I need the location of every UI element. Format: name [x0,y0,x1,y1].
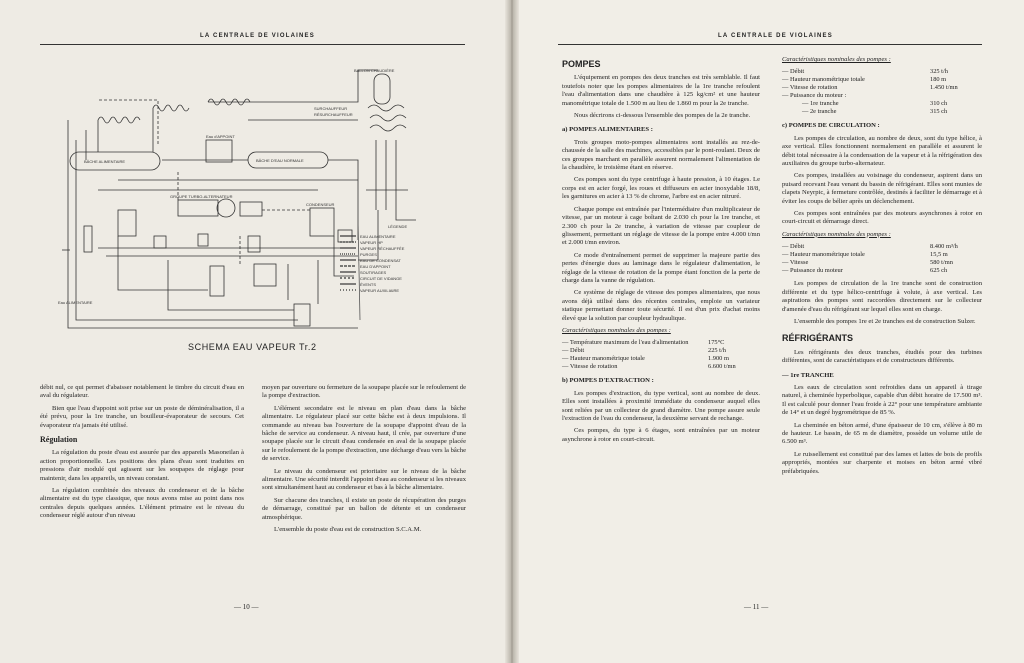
paragraph: Chaque pompe est entraînée par l'intermédiaire d'un multiplicateur de vitesse, par un moteur à cage boîtant de 2.030 ch pour la 1re tranche, et 2.300 ch pour la 2e tranche, à variation de vitesse par coupleur de glissement, permettant un réglage de vitesse de la pompe entre 4.000 t/mn et 2.000 t/mn environ. [562,205,760,247]
right-column-2 [782,56,982,480]
legend-item: VAPEUR RÉCHAUFFÉE [360,246,405,251]
legend-item: VAPEUR AUXILIAIRE [360,288,400,293]
spec-table-feed [562,339,760,371]
paragraph: moyen par ouverture ou fermeture de la soupape placée sur le refoulement de la pompe d'extraction. [262,384,466,400]
label-service-tank: BÂCHE D'EAU NORMALE [256,158,304,163]
section-title-cooling-towers: RÉFRIGÉRANTS [782,333,854,344]
paragraph: Nous décrirons ci-dessous l'ensemble des pompes de la 2e tranche. [574,112,751,120]
right-column-1 [562,58,760,448]
left-column-2 [262,384,466,539]
spec-caption: Caractéristiques nominales des pompes : [782,56,891,63]
paragraph: Ce système de réglage de vitesse des pompes alimentaires, que nous avons déjà utilisé dans des récentes centrales, emploie un variateur statique permettant donner toute sécurité. Il est d'un prix d'achat moins élevé que la solution par coupleur hydraulique. [562,289,760,322]
paragraph: débit nul, ce qui permet d'abaisser notablement le timbre du circuit d'eau en aval du régulateur. [40,384,244,400]
left-page [0,0,510,663]
label-feedwater-tank: BÂCHE ALIMENTAIRE [84,159,126,164]
spec-row: — Débit 8.400 m³/h [782,243,958,251]
paragraph: La cheminée en béton armé, d'une épaisseur de 10 cm, s'élève à 80 m de hauteur. Le bassin, de 65 m de diamètre, possède un volume utile de 6.500 m³. [782,421,982,446]
running-head-right: LA CENTRALE DE VIOLAINES [718,33,833,39]
label-condenser: CONDENSEUR [306,202,335,207]
label-superheater: SURCHAUFFEUR [314,106,348,111]
spec-row: — Puissance du moteur : [782,92,847,100]
spec-row: — Puissance du moteur 625 ch [782,267,948,275]
steam-water-schematic [58,60,456,340]
paragraph: Ces pompes, du type à 6 étages, sont entraînées par un moteur asynchrone à rotor en court-circuit. [562,427,760,443]
diagram-title: SCHEMA EAU VAPEUR Tr.2 [188,342,317,352]
paragraph: Les réfrigérants des deux tranches, étudiés pour des turbines différentes, sont de caractéristiques et de constructeurs différents. [782,348,982,365]
paragraph: Le ruissellement est constitué par des lames et lattes de bois de profils appropriés, montées sur charpente et moises en béton armé vibré préfabriquées. [782,450,982,475]
legend-item: CIRCUIT DE VIDANGE [360,276,402,281]
legend-item: ÉVENTS [360,282,377,287]
paragraph: La régulation du poste d'eau est assurée par des appareils Masoneilan à action proportionnelle. Les positions des plans d'eau sont traduites en pressions d'air modulé qui agissent sur les soupapes de réglage pour maintenir, dans les appareils, un niveau constant. [40,449,244,482]
make-up-unit [206,140,232,162]
label-turbine-group: GROUPE TURBO-ALTERNATEUR [170,194,233,199]
paragraph: Bien que l'eau d'appoint soit prise sur un poste de déminéralisation, il a été prévu, pour la 1re tranche, un bouilleur-évaporateur de secours. Cet évaporateur n'a jamais été utilisé. [40,404,244,429]
spec-row: — Température maximum de l'eau d'alimentation 175°C [562,339,725,347]
paragraph: L'ensemble du poste d'eau est de construction S.C.A.M. [274,526,422,534]
turbine [217,199,235,217]
paragraph: L'élément secondaire est le niveau en plan d'eau dans la bâche alimentaire. Le régulateur placé sur cette bâche est à deux impulsions. Il commande au niveau bas l'ouverture de la soupape d'appoint d'eau de la bâche de service au condenseur. A niveau haut, il crée, par ouverture d'une soupape placée sur le circuit d'eau condensée en aval de la soupape placée sur le refoulement de la pompe d'extraction, une décharge d'eau vers la bâche de service. [262,404,466,463]
paragraph: L'ensemble des pompes 1re et 2e tranches est de construction Sulzer. [794,317,976,325]
paragraph: Les eaux de circulation sont refroidies dans un appareil à tirage naturel, à cheminée hyperbolique, capable d'un débit horaire de 17.500 m³. Il est calculé pour donner l'eau froide à 22° pour une température ambiante de 14° et un degré hygrométrique de 85 %. [782,383,982,417]
paragraph: La régulation combinée des niveaux du condenseur et de la bâche alimentaire est du type classique, que nous avons mise au point dans nos centrales depuis quelques années. L'élément primaire est le niveau du condenseur réglé autour d'un niveau [40,487,244,520]
spec-row: — 2e tranche 315 ch [802,108,948,116]
spec-row: — Débit 225 t/h [562,347,726,355]
paragraph: Ces pompes sont du type centrifuge à haute pression, à 10 étages. Le corps est en acier forgé, les roues et diffuseurs en acier inoxydable 18/8, les garnitures en acier à 13 % de chrome, l'arbre est en acier nitruré. [562,176,760,201]
spec-row: — 1re tranche 310 ch [802,100,948,108]
spec-row: — Vitesse de rotation 1.450 t/mn [782,84,958,92]
paragraph: Les pompes de circulation, au nombre de deux, sont du type hélice, à axe vertical. Elles fonctionnent normalement en parallèle et assurent le débit total nécessaire à la condensation de la vapeur et à la réfrigération des auxiliaires du groupe turbo-alternateur. [782,134,982,168]
paragraph: Les pompes d'extraction, du type vertical, sont au nombre de deux. Elles sont installées à proximité immédiate du condenseur auquel elles sont reliées par un collecteur de grand diamètre. Une pompe assure seule l'extraction de l'eau du condenseur, la deuxième servant de rechange. [562,389,760,422]
section-title-pumps: POMPES [562,59,601,69]
label-feedwater: Eau ALIMENTAIRE [58,300,93,305]
paragraph: Ces pompes sont entraînées par des moteurs asynchrones à rotor en court-circuit et démarrage direct. [782,210,982,226]
legend-item: PURGES [360,252,377,257]
header-rule [40,44,465,45]
legend-item: SOUTIRAGES [360,270,387,275]
paragraph: Ce mode d'entraînement permet de supprimer la majeure partie des pertes d'énergie dues au laminage dans le régulateur d'alimentation, le réglage de la vitesse de rotation de la pompe étant fonction de la perte de charge dans la vanne de régulation. [562,251,760,284]
spec-row: — Hauteur manométrique totale 1.900 m [562,355,729,363]
spec-table-extraction [782,68,982,116]
legend-item: EAU DE CONDENSAT [360,258,401,263]
paragraph: Le niveau du condenseur est prioritaire sur le niveau de la bâche alimentaire. Une sécurité interdit l'appoint d'eau au condenseur si les niveaux sont simultanément haut au condenseur et bas à la bâche alimentaire. [262,467,466,492]
legend-item: EAU D'APPOINT [360,264,391,269]
spec-row: — Vitesse 580 t/mn [782,259,953,267]
subheading-circulation-pumps: c) POMPES DE CIRCULATION : [782,122,880,130]
spec-caption: Caractéristiques nominales des pompes : [562,326,671,334]
spec-row: — Vitesse de rotation 6.600 t/mn [562,363,736,371]
page-number-right: — 11 — [744,603,769,611]
spec-row: — Hauteur manométrique totale 180 m [782,76,947,84]
right-page [512,0,1024,663]
spec-row: — Hauteur manométrique totale 15,5 m [782,251,948,259]
page-number-left: — 10 — [234,603,259,611]
label-make-up: Eau d'APPOINT [206,134,235,139]
label-legend: LÉGENDE [388,224,408,229]
paragraph: Sur chacune des tranches, il existe un poste de récupération des purges de démarrage, constitué par un ballon de détente et un condenseur atmosphérique. [262,496,466,521]
paragraph: Trois groupes moto-pompes alimentaires sont installés au rez-de-chaussée de la salle des machines, accessibles par le pont-roulant. Deux de ces groupes marchant en parallèle assurent normalement l'alimentation de la chaudière, le troisième étant en réserve. [562,138,760,172]
paragraph: L'équipement en pompes des deux tranches est très semblable. Il faut toutefois noter que les pompes alimentaires de la 1re tranche refoulent l'eau d'alimentation dans une chaudière à 125 kg/cm² et une hauteur manométrique totale de 1.500 m au lieu de 1.860 m pour la 2e tranche. [562,74,760,107]
subheading-extraction-pumps: b) POMPES D'EXTRACTION : [562,377,654,385]
book-gutter [505,0,519,663]
header-rule [558,44,982,45]
paragraph: Ces pompes, installées au voisinage du condenseur, aspirent dans un puisard recevant l'eau venant du bassin de réfrigérant. Elles sont munies de clapets Neyrpic, à fermeture contrôlée, destinés à faciliter le démarrage et à éviter les coups de bélier après un déclenchement. [782,172,982,205]
spec-row: — Débit 325 t/h [782,68,948,76]
boiler-drum [374,74,390,104]
subheading-first-unit: — 1re TRANCHE [782,371,834,379]
label-reheater: RÉSURCHAUFFEUR [314,112,353,117]
running-head-left: LA CENTRALE DE VIOLAINES [200,33,315,39]
subheading-feed-pumps: a) POMPES ALIMENTAIRES : [562,126,653,134]
paragraph: Les pompes de circulation de la 1re tranche sont de construction différente et du type hélico-centrifuge à volute, à axe vertical. Les aspirations des pompes sont raccordées directement sur le collecteur d'amenée d'eau du réfrigérant sur lequel elles sont en charge. [782,280,982,313]
spec-table-circulation [782,243,982,275]
spec-caption: Caractéristiques nominales des pompes : [782,230,891,238]
legend-item: EAU ALIMENTAIRE [360,234,396,239]
left-column-1 [40,384,244,525]
label-drum: BALLON CHAUDIÈRE [354,68,395,73]
condenser [310,208,334,236]
section-heading-regulation: Régulation [40,435,78,445]
legend-item: VAPEUR HP [360,240,383,245]
